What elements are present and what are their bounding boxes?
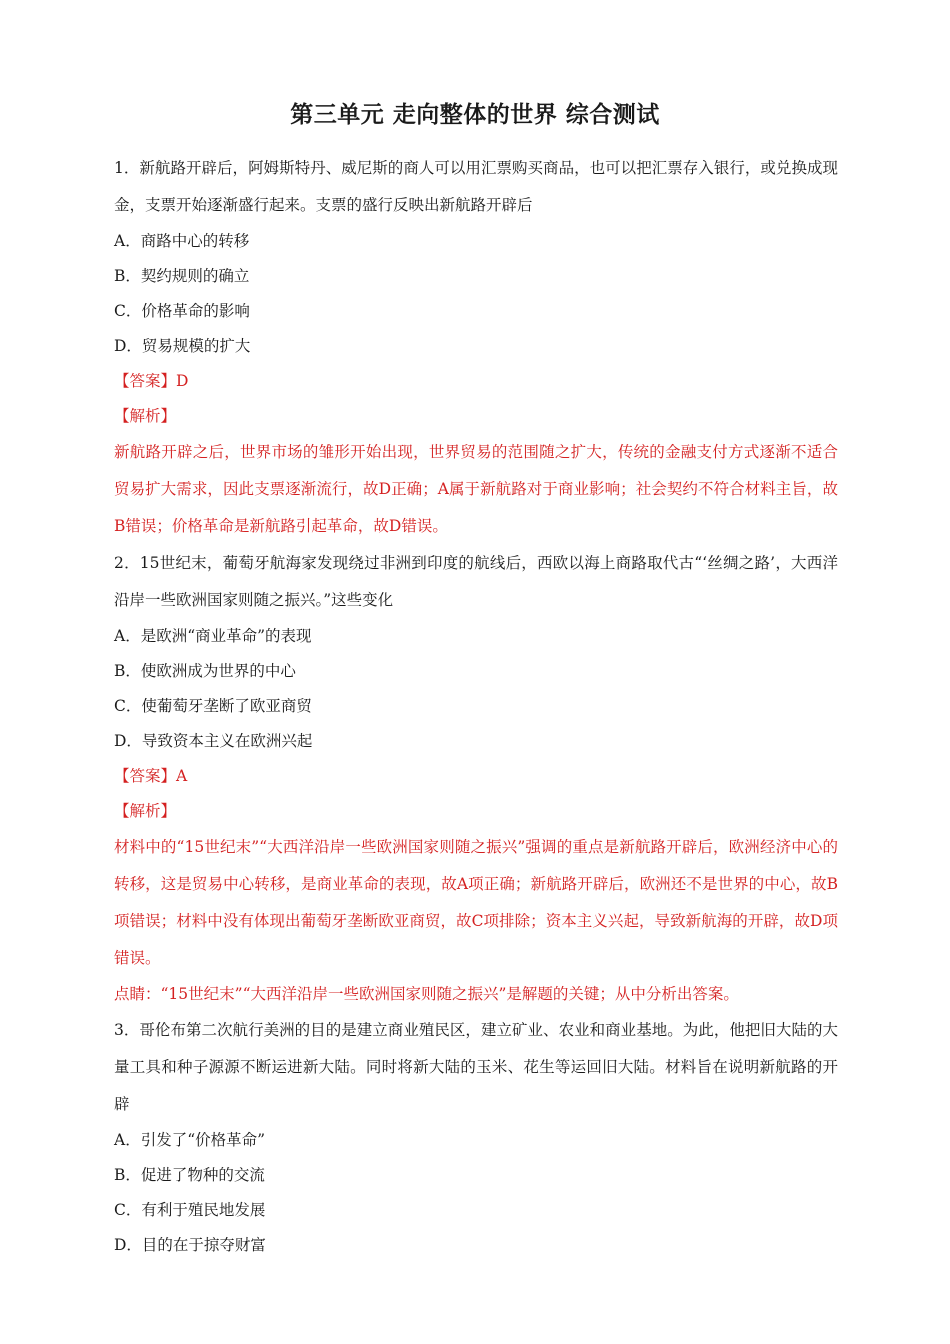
question-2: [114, 545, 838, 1012]
analysis-text: 新航路开辟之后，世界市场的雏形开始出现，世界贸易的范围随之扩大，传统的金融支付方式逐渐不适合贸易扩大需求，因此支票逐渐流行，故D正确；A属于新航路对于商业影响；社会契约不符合材料主旨，故B错误；价格革命是新航路引起革命，故D错误。: [114, 443, 838, 535]
option-c: C．使葡萄牙垄断了欧亚商贸: [114, 697, 312, 715]
option-b: B．契约规则的确立: [114, 267, 250, 285]
analysis-label: 【解析】: [114, 802, 177, 820]
answer-label: 【答案】: [114, 372, 177, 390]
answer-line: [114, 364, 838, 399]
option-d: D．贸易规模的扩大: [114, 337, 251, 355]
answer-line: [114, 759, 838, 794]
analysis-label: 【解析】: [114, 407, 177, 425]
page-title: 第三单元 走向整体的世界 综合测试: [290, 102, 660, 128]
tip-text: 点睛：“15世纪末”“大西洋沿岸一些欧洲国家则随之振兴”是解题的关键；从中分析出答案。: [114, 985, 739, 1003]
answer-value: D: [176, 372, 189, 390]
analysis-text: 材料中的“15世纪末”“大西洋沿岸一些欧洲国家则随之振兴”强调的重点是新航路开辟后，欧洲经济中心的转移，这是贸易中心转移，是商业革命的表现，故A项正确；新航路开辟后，欧洲还不是世界的中心，故B项错误；材料中没有体现出葡萄牙垄断欧亚商贸，故C项排除；资本主义兴起，导致新航海的开辟，故D项错误。: [114, 838, 838, 967]
option-d: D．导致资本主义在欧洲兴起: [114, 732, 313, 750]
question-list: [114, 150, 838, 1263]
answer-label: 【答案】: [114, 767, 177, 785]
question-stem: 2．15世纪末，葡萄牙航海家发现绕过非洲到印度的航线后，西欧以海上商路取代古“‘丝绸之路’，大西洋沿岸一些欧洲国家则随之振兴。”这些变化: [114, 554, 838, 609]
option-b: B．使欧洲成为世界的中心: [114, 662, 296, 680]
option-b: B．促进了物种的交流: [114, 1166, 265, 1184]
option-a: A．商路中心的转移: [114, 232, 250, 250]
option-d: D．目的在于掠夺财富: [114, 1236, 266, 1254]
question-stem: 3．哥伦布第二次航行美洲的目的是建立商业殖民区，建立矿业、农业和商业基地。为此，他把旧大陆的大量工具和种子源源不断运进新大陆。同时将新大陆的玉米、花生等运回旧大陆。材料旨在说明新航路的开辟: [114, 1021, 838, 1113]
question-3: [114, 1012, 838, 1263]
option-a: A．是欧洲“商业革命”的表现: [114, 627, 312, 645]
option-c: C．价格革命的影响: [114, 302, 250, 320]
question-1: [114, 150, 838, 545]
answer-value: A: [176, 767, 188, 785]
option-a: A．引发了“价格革命”: [114, 1131, 266, 1149]
option-c: C．有利于殖民地发展: [114, 1201, 266, 1219]
question-stem: 1．新航路开辟后，阿姆斯特丹、威尼斯的商人可以用汇票购买商品，也可以把汇票存入银行，或兑换成现金，支票开始逐渐盛行起来。支票的盛行反映出新航路开辟后: [114, 159, 838, 214]
